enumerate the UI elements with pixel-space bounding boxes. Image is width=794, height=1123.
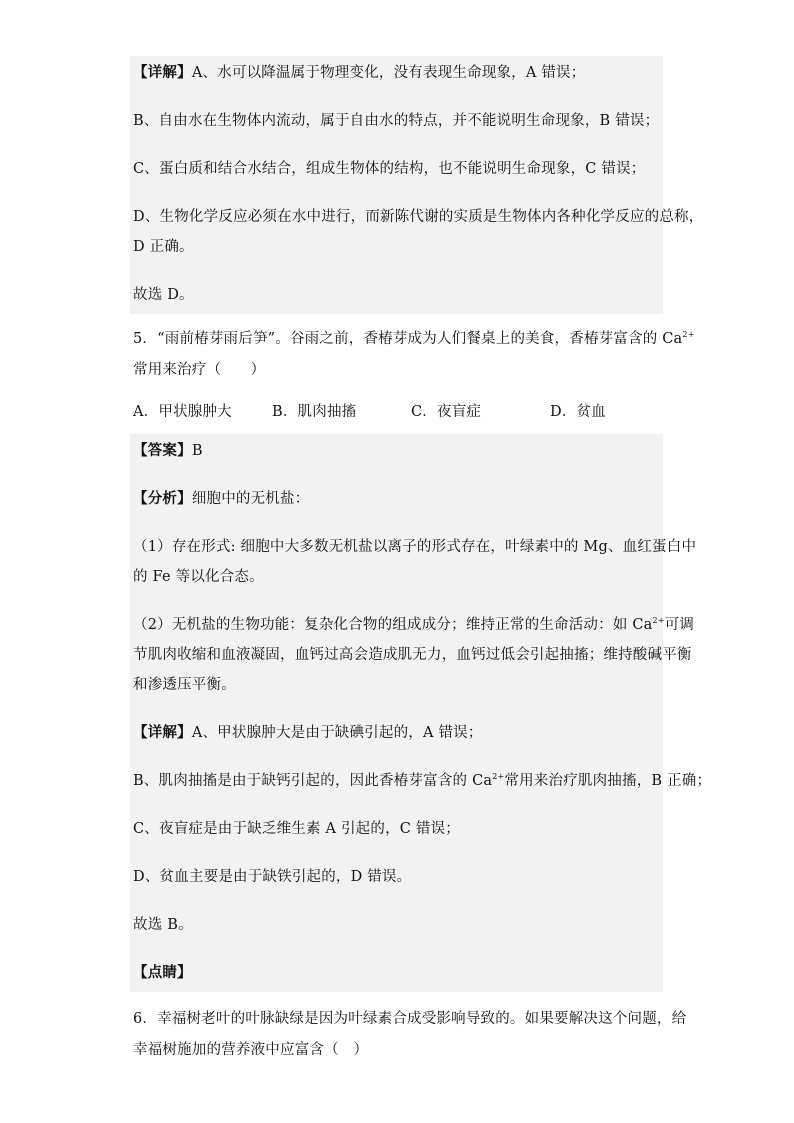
document-page <box>130 56 712 1061</box>
q5-conclusion: 故选 B。 <box>130 908 663 944</box>
option-d: D．贫血 <box>550 404 606 420</box>
q5-comment: 【点睛】 <box>130 956 663 992</box>
q5-point1-line1: （1）存在形式: 细胞中大多数无机盐以离子的形式存在，叶绿素中的 Mg、血红蛋白中 <box>130 530 663 560</box>
q5-detail-c: C、夜盲症是由于缺乏维生素 A 引起的，C 错误； <box>130 812 663 848</box>
q6-stem-line1: 6．幸福树老叶的叶脉缺绿是因为叶绿素合成受影响导致的。如果要解决这个问题，给 <box>133 1011 687 1027</box>
q5-stem-line2: 常用来治疗（ ） <box>133 362 266 378</box>
conclusion-prev: 故选 D。 <box>130 278 663 314</box>
detail-d-line2: D 正确。 <box>130 230 663 266</box>
detail-b: B、自由水在生物体内流动，属于自由水的特点，并不能说明生命现象，B 错误； <box>130 104 663 140</box>
q5-point1-line2: 的 Fe 等以化合态。 <box>130 560 663 596</box>
q5-answer: 【答案】B <box>130 434 663 470</box>
option-b: B．肌肉抽搐 <box>272 404 357 420</box>
q5-point2-line3: 和渗透压平衡。 <box>130 668 663 704</box>
detail-tag: 【详解】 <box>133 64 192 81</box>
q5-stem-line1: 5．“雨前椿芽雨后笋”。谷雨之前，香椿芽成为人们餐桌上的美食，香椿芽富含的 $Ca^{2+}$ <box>133 330 695 347</box>
q5-detail-b: B、肌肉抽搐是由于缺钙引起的，因此香椿芽富含的 $Ca^{2+}$常用来治疗肌肉抽搐，B 正确； <box>130 764 663 800</box>
q5-options <box>130 401 663 423</box>
q5-point2-line1: （2）无机盐的生物功能：复杂化合物的组成成分；维持正常的生命活动：如 $Ca^{2+}$可调 <box>130 608 663 638</box>
q5-detail-d: D、贫血主要是由于缺铁引起的，D 错误。 <box>130 860 663 896</box>
detail-d-line1: D、生物化学反应必须在水中进行，而新陈代谢的实质是生物体内各种化学反应的总称， <box>130 200 663 230</box>
option-a: A．甲状腺肿大 <box>133 404 232 420</box>
option-c: C．夜盲症 <box>411 404 482 420</box>
q6-stem-line2: 幸福树施加的营养液中应富含（ ） <box>133 1042 369 1058</box>
q5-analysis: 【分析】细胞中的无机盐： <box>130 482 663 518</box>
detail-a: 【详解】A、水可以降温属于物理变化，没有表现生命现象，A 错误； <box>130 56 663 92</box>
q5-detail-a: 【详解】A、甲状腺肿大是由于缺碘引起的，A 错误； <box>130 716 663 752</box>
detail-c: C、蛋白质和结合水结合，组成生物体的结构，也不能说明生命现象，C 错误； <box>130 152 663 188</box>
q5-point2-line2: 节肌肉收缩和血液凝固，血钙过高会造成肌无力，血钙过低会引起抽搐；维持酸碱平衡 <box>130 638 663 668</box>
